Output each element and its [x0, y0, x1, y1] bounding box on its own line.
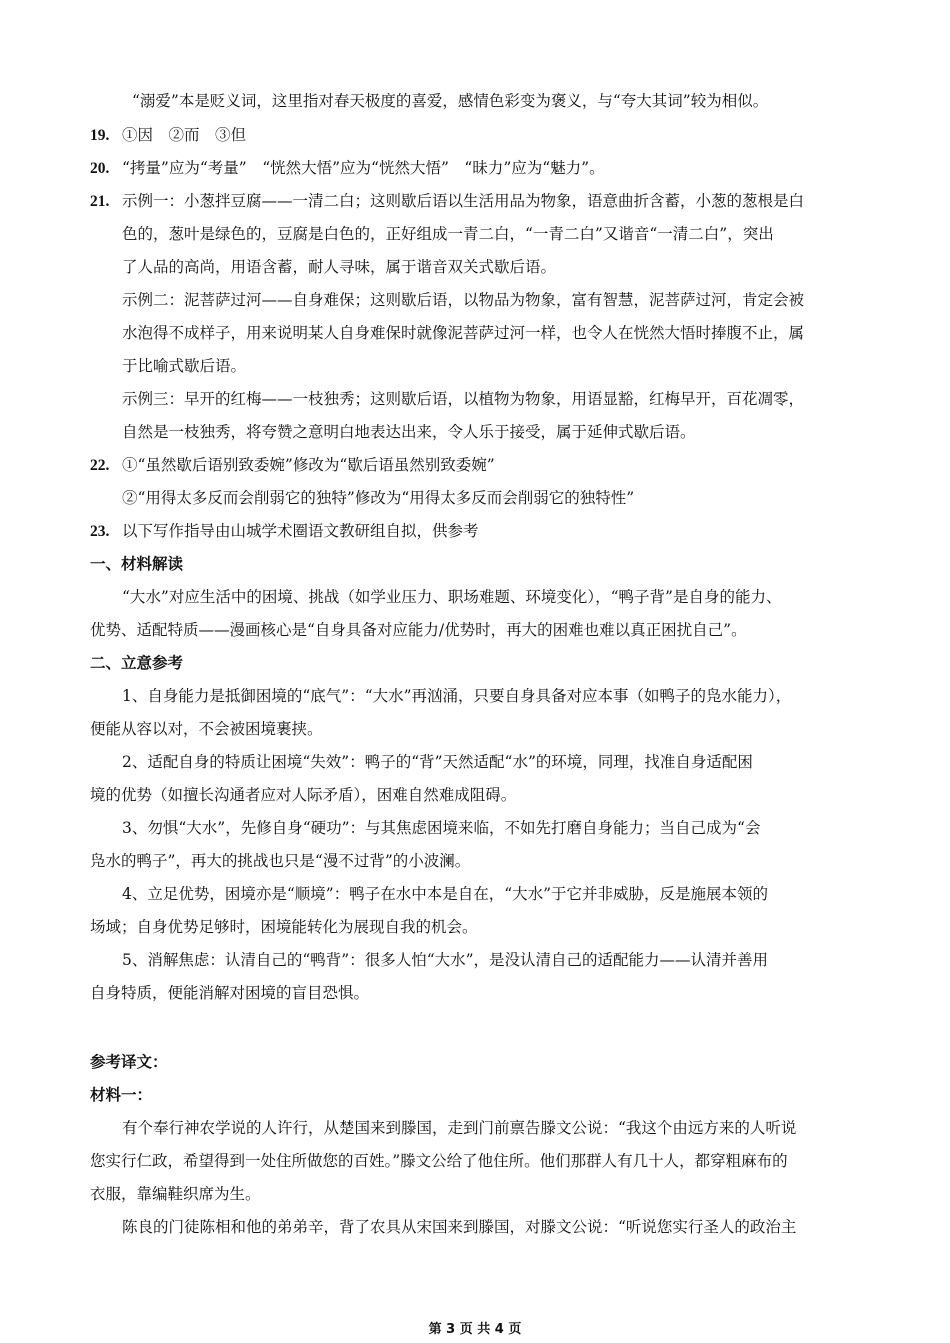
answer-22 — [90, 454, 950, 477]
section-heading: 一、材料解读 — [90, 555, 184, 573]
text-line: 便能从容以对，不会被困境裹挟。 — [90, 720, 323, 738]
answer-20 — [90, 157, 950, 180]
text-line: 场域；自身优势足够时，困境能转化为展现自我的机会。 — [90, 918, 478, 936]
question-number: 19. — [90, 127, 110, 144]
text-line: 5、消解焦虑：认清自己的“鸭背”：很多人怕“大水”，是没认清自己的适配能力——认清并善用 — [122, 951, 769, 969]
text-line: 色的，葱叶是绿色的，豆腐是白色的，正好组成一青二白，“一青二白”又谐音“一清二白”，突出 — [122, 225, 774, 243]
section-heading: 材料一： — [90, 1086, 153, 1104]
section-heading: 参考译文： — [90, 1053, 168, 1071]
text-line: 优势、适配特质——漫画核心是“自身具备对应能力/优势时，再大的困难也难以真正困扰自己”。 — [90, 621, 747, 639]
text-line: 有个奉行神农学说的人许行，从楚国来到滕国，走到门前禀告滕文公说：“我这个由远方来的人听说 — [122, 1119, 797, 1137]
answer-19 — [90, 124, 950, 147]
text-line: ①因 ②而 ③但 — [122, 126, 247, 144]
text-line: “大水”对应生活中的困境、挑战（如学业压力、职场难题、环境变化），“鸭子背”是自身的能力、 — [122, 588, 782, 606]
text-line: 以下写作指导由山城学术圈语文教研组自拟，供参考 — [122, 522, 479, 540]
question-number: 20. — [90, 160, 110, 177]
text-line: 2、适配自身的特质让困境“失效”：鸭子的“背”天然适配“水”的环境，同理，找准自身适配困 — [122, 753, 753, 771]
text-line: 3、勿惧“大水”，先修自身“硬功”：与其焦虑困境来临，不如先打磨自身能力；当自己成为“会 — [122, 819, 761, 837]
section-heading: 二、立意参考 — [90, 654, 184, 672]
text-line: 凫水的鸭子”，再大的挑战也只是“漫不过背”的小波澜。 — [90, 852, 471, 870]
text-line: 了人品的高尚，用语含蓄，耐人寻味，属于谐音双关式歇后语。 — [122, 258, 557, 276]
text-line: 水泡得不成样子，用来说明某人自身难保时就像泥菩萨过河一样，也令人在恍然大悟时捧腹不止，属 — [122, 324, 805, 342]
text-line: 示例一：小葱拌豆腐——一清二白；这则歇后语以生活用品为物象，语意曲折含蓄，小葱的葱根是白 — [122, 192, 805, 210]
text-line: 自然是一枝独秀，将夸赞之意明白地表达出来，令人乐于接受，属于延伸式歇后语。 — [122, 423, 696, 441]
text-line: 陈良的门徒陈相和他的弟弟辛，背了农具从宋国来到滕国，对滕文公说：“听说您实行圣人的政治主 — [122, 1218, 797, 1236]
text-line: 衣服，靠编鞋织席为生。 — [90, 1185, 261, 1203]
text-line: 于比喻式歇后语。 — [122, 357, 247, 375]
page-footer: 第 3 页 共 4 页 — [428, 1322, 522, 1337]
text-line: 4、立足优势，困境亦是“顺境”：鸭子在水中本是自在，“大水”于它并非威胁，反是施展本领的 — [122, 885, 769, 903]
text-line: 示例三：早开的红梅——一枝独秀；这则歇后语，以植物为物象，用语显豁，红梅早开，百花凋零， — [122, 390, 805, 408]
answer-23 — [90, 520, 950, 543]
text-line: ②“用得太多反而会削弱它的独特”修改为“用得太多反而会削弱它的独特性” — [122, 489, 635, 507]
text-line: 示例二：泥菩萨过河——自身难保；这则歇后语，以物品为物象，富有智慧，泥菩萨过河，肯定会被 — [122, 291, 805, 309]
text-line: “溺爱”本是贬义词，这里指对春天极度的喜爱，感情色彩变为褒义，与“夸大其词”较为相似。 — [132, 92, 769, 110]
text-line: 您实行仁政，希望得到一处住所做您的百姓。”滕文公给了他住所。他们那群人有几十人，都穿粗麻布的 — [90, 1152, 788, 1170]
question-number: 23. — [90, 523, 110, 540]
text-line: ①“虽然歇后语别致委婉”修改为“歇后语虽然别致委婉” — [122, 456, 495, 474]
text-line: “拷量”应为“考量” “恍然大悟”应为“恍然大悟” “昧力”应为“魅力”。 — [122, 159, 605, 177]
text-line: 1、自身能力是抵御困境的“底气”：“大水”再汹涌，只要自身具备对应本事（如鸭子的凫水能力）， — [122, 687, 792, 705]
question-number: 21. — [90, 193, 110, 210]
answer-21 — [90, 190, 950, 213]
question-number: 22. — [90, 457, 110, 474]
text-line: 境的优势（如擅长沟通者应对人际矛盾），困难自然难成阻碍。 — [90, 786, 517, 804]
text-line: 自身特质，便能消解对困境的盲目恐惧。 — [90, 984, 370, 1002]
